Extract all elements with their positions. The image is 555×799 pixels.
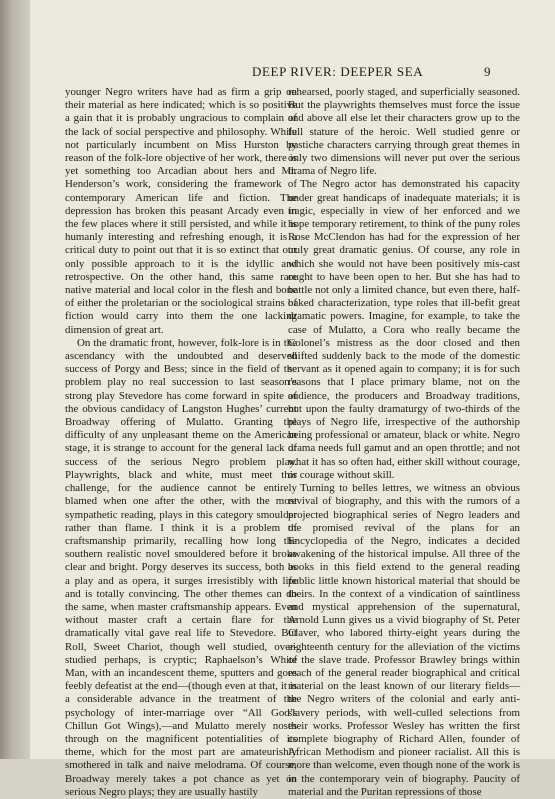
paragraph: rehearsed, poorly staged, and superficially seasoned. But the playwrights themselves must force the issue and above all else let their characters grow up to the full stature of the heroic. Well studied genre or pastiche characters carrying through great themes in only two dimensions will never put over the serious drama of Negro life.: [288, 86, 520, 178]
paragraph: The Negro actor has demonstrated his capacity under great handicaps of inadequate materials; it is tragic, especially in view of her enforced and we hope temporary retirement, to think of the puny roles Rose McClendon has had for the expression of her truly great dramatic genius. Of course, any role in which she would not have been positively mis-cast ought to have been open to her. But she has had to battle not only a limited chance, but even there, half-baked characterization, type roles that ill-befit great dramatic powers. Imagine, for example, to take the case of Mulatto, a Cora who really became the Colonel’s mistress as the door closed and then shifted suddenly back to the mode of the domestic servant as it opened again to company; it is for such reasons that I place primary blame, not on the audience, the producers and Broadway traditions, but upon the faulty dramaturgy of two-thirds of the plays of Negro life, irrespective of the authorship being professional or amateur, black or white. Negro drama needs full gamut and an open throttle; and not what it has so often had, either skill without courage, or courage without skill.: [288, 178, 520, 481]
book-gutter-shadow: [0, 0, 30, 759]
left-text-column: [65, 86, 297, 799]
right-text-column: [288, 86, 520, 799]
running-head: DEEP RIVER: DEEPER SEA: [252, 64, 424, 79]
paragraph: younger Negro writers have had as firm a grip on their material as here indicated; which is so positive a gain that it is probably ungracious to complain of the lack of social perspective and philosophy. While not particularly incumbent on Miss Hurston by reason of the folk-lore objective of her work, there is yet something too Arcadian about hers and Mr. Henderson’s work, considering the framework of contemporary American life and fiction. The depression has broken this peasant Arcady even in the few places where it still persisted, and while it is humanly interesting and refreshing enough, it is a critical duty to point out that it is so extinct that our only possible approach to it is the idyllic and retrospective. On the other hand, this same rare native material and local color in the flesh and bone of either the proletarian or the sociological strains of fiction would carry into them the one lacking dimension of great art.: [65, 86, 297, 336]
paragraph: On the dramatic front, however, folk-lore is in the ascendancy with the undoubted and deserved success of Porgy and Bess; since in the field of the problem play no real succession to last season’s strong play Stevedore has come forward in spite of the obvious candidacy of Langston Hughes’ current Broadway offering of Mulatto. Granting the difficulty of any unpleasant theme on the American stage, it is strange to account for the general lack of success of the serious Negro problem play. Playwrights, black and white, must meet this challenge, for the audience cannot be entirely blamed when one after the other, with the most sympathetic reading, plays in this category smoulder rather than flame. I think it is a problem of craftsmanship primarily, recalling how long the southern realistic novel smouldered before it broke clear and bright. Porgy deserves its success, both as a play and as opera, it surges irresistibly with life and is totally convincing. The other themes can do the same, when master craftsmanship appears. Even without master craft a certain flare for the dramatically vital gave real life to Stevedore. But Roll, Sweet Chariot, though well studied, over-studied perhaps, is cryptic; Raphaelson’s White Man, with an incandescent theme, sputters and goes feebly defeatist at the end—(though even at that, it is a considerable advance in the treatment of the psychology of inter-marriage over “All God’s Chillun Got Wings),—and Mulatto merely noses through on the magnificent potentialities of its theme, which for the most part are amateurishly smothered in talk and naive melodrama. Of course, Broadway merely takes a pot chance as yet on serious Negro plays; they are usually hastily: [65, 336, 297, 798]
paragraph: Turning to belles lettres, we witness an obvious revival of biography, and this with the rumors of a projected biographical series of Negro leaders and the promised revival of the plans for an Encyclopedia of the Negro, indicates a decided awakening of the historical impulse. All three of the books in this field extend to the general reading public little known historical material that should be theirs. In the context of a vindication of saintliness and mystical apprehension of the supernatural, Arnold Lunn gives us a vivid biography of St. Peter Claver, who labored thirty-eight years during the eighteenth century for the alleviation of the victims of the slave trade. Professor Brawley brings within reach of the general reader biographical and critical material on the least known of our literary fields—the Negro writers of the colonial and early anti-slavery periods, with well-culled selections from their works. Professor Wesley has written the first complete biography of Richard Allen, founder of African Methodism and pioneer racialist. All this is more than welcome, even though none of the work is in the contemporary vein of biography. Paucity of material and the Puritan repressions of those: [288, 482, 520, 798]
book-page: [30, 0, 555, 798]
page-number: 9: [484, 64, 491, 79]
